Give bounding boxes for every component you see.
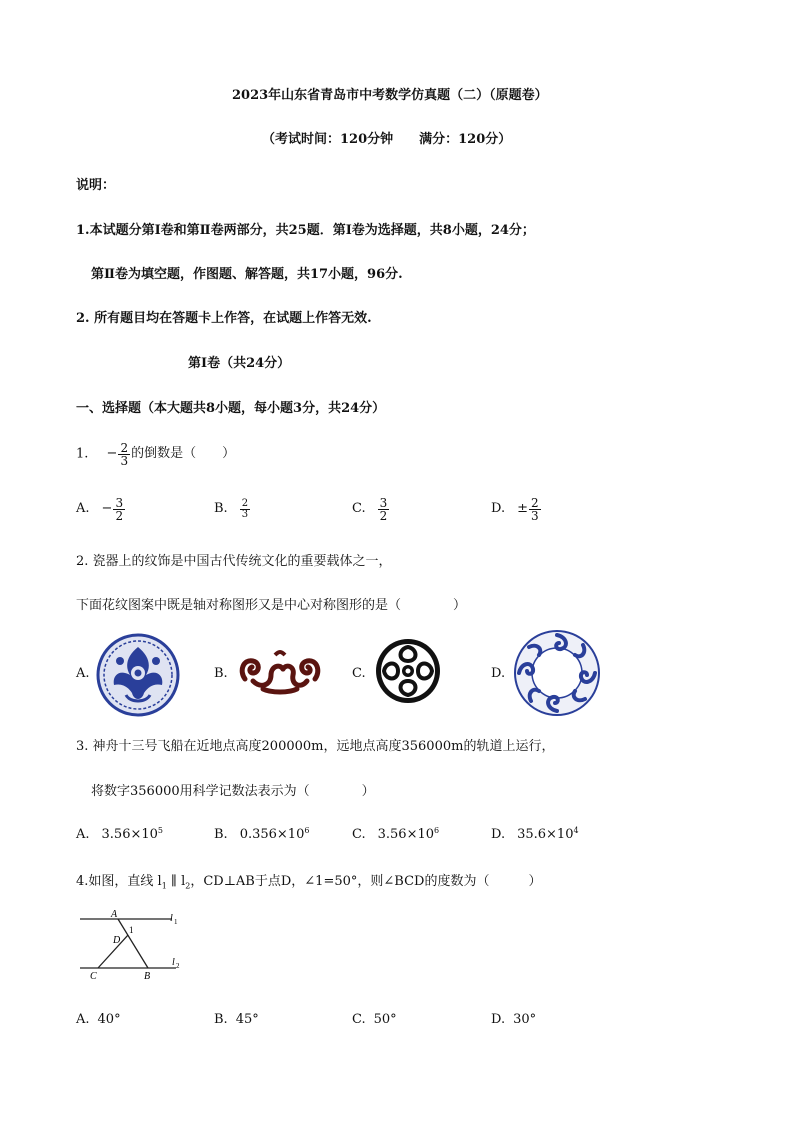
- fraction: $\frac{2}{3}$: [120, 440, 129, 468]
- notes-header: 说明：: [76, 178, 116, 193]
- q4-option-d[interactable]: D. 30°: [491, 1012, 537, 1027]
- part-1-title: 第Ⅰ卷（共24分）: [188, 356, 291, 371]
- blue-floral-medallion-icon: [96, 633, 180, 717]
- black-rosette-icon: [374, 637, 442, 705]
- note-2: 2. 所有题目均在答题卡上作答，在试题上作答无效.: [76, 311, 372, 326]
- q1-option-b[interactable]: B. $\frac{2}{3}$: [214, 497, 249, 520]
- q2-option-c-label[interactable]: C.: [352, 666, 366, 681]
- question-2-line-1: 2. 瓷器上的纹饰是中国古代传统文化的重要载体之一，: [76, 554, 392, 569]
- exam-info: （考试时间：120分钟 满分：120分）: [262, 132, 512, 147]
- label-c: C: [90, 971, 97, 982]
- q2-option-a-label[interactable]: A.: [76, 666, 90, 681]
- q1-option-c[interactable]: C. $\frac{3}{2}$: [352, 495, 388, 523]
- question-3-line-2: 将数字356000用科学记数法表示为（ ）: [91, 784, 375, 799]
- note-1-line-1: 1.本试题分第Ⅰ卷和第Ⅱ卷两部分，共25题．第Ⅰ卷为选择题，共8小题，24分；: [76, 223, 535, 238]
- q3-option-b[interactable]: B. $0.356\times 10^6$: [214, 826, 310, 842]
- label-a: A: [111, 909, 118, 920]
- page-title: 2023年山东省青岛市中考数学仿真题（二）（原题卷）: [232, 88, 548, 103]
- label-l2-sub: 2: [176, 962, 180, 970]
- question-stem: 的倒数是（ ）: [131, 446, 236, 461]
- q4-option-c[interactable]: C. 50°: [352, 1012, 397, 1027]
- q3-option-a[interactable]: A. $3.56\times 10^5$: [76, 826, 164, 842]
- scroll-ornament-icon: [235, 649, 325, 695]
- label-b: B: [144, 971, 151, 982]
- question-3-line-1: 3. 神舟十三号飞船在近地点高度200000m，远地点高度356000m的轨道上运行，: [76, 739, 555, 754]
- q4-option-a[interactable]: A. 40°: [76, 1012, 121, 1027]
- label-l1-sub: 1: [174, 918, 178, 926]
- q1-option-d[interactable]: D. ± $\frac{2}{3}$: [491, 495, 539, 523]
- question-1: [76, 437, 235, 472]
- question-number: 1.: [76, 446, 89, 462]
- q3-option-d[interactable]: D. $35.6\times 10^4$: [491, 826, 579, 842]
- label-l2: l: [172, 957, 175, 968]
- q4-option-b[interactable]: B. 45°: [214, 1012, 259, 1027]
- label-d: D: [113, 935, 121, 946]
- blue-cloud-ring-icon: [511, 627, 603, 719]
- q1-option-a[interactable]: A. − $\frac{3}{2}$: [76, 495, 124, 523]
- q3-option-c[interactable]: C. $3.56\times 10^6$: [352, 826, 440, 842]
- question-2-line-2: 下面花纹图案中既是轴对称图形又是中心对称图形的是（ ）: [76, 598, 467, 613]
- section-1-title: 一、选择题（本大题共8小题，每小题3分，共24分）: [76, 401, 386, 416]
- label-1: 1: [129, 925, 134, 935]
- parallel-lines-figure: [76, 907, 206, 985]
- q2-option-b-label[interactable]: B.: [214, 666, 228, 681]
- q2-option-d-label[interactable]: D.: [491, 666, 506, 681]
- question-4-stem: 4.如图，直线 $l_1$ ∥ $l_2$，CD⊥AB于点D，∠1=50°，则∠BCD的度数为（ ）: [76, 874, 542, 891]
- label-l1: l: [170, 913, 173, 924]
- note-1-line-2: 第Ⅱ卷为填空题，作图题、解答题，共17小题，96分.: [91, 267, 403, 282]
- fraction-sign: −: [106, 446, 118, 461]
